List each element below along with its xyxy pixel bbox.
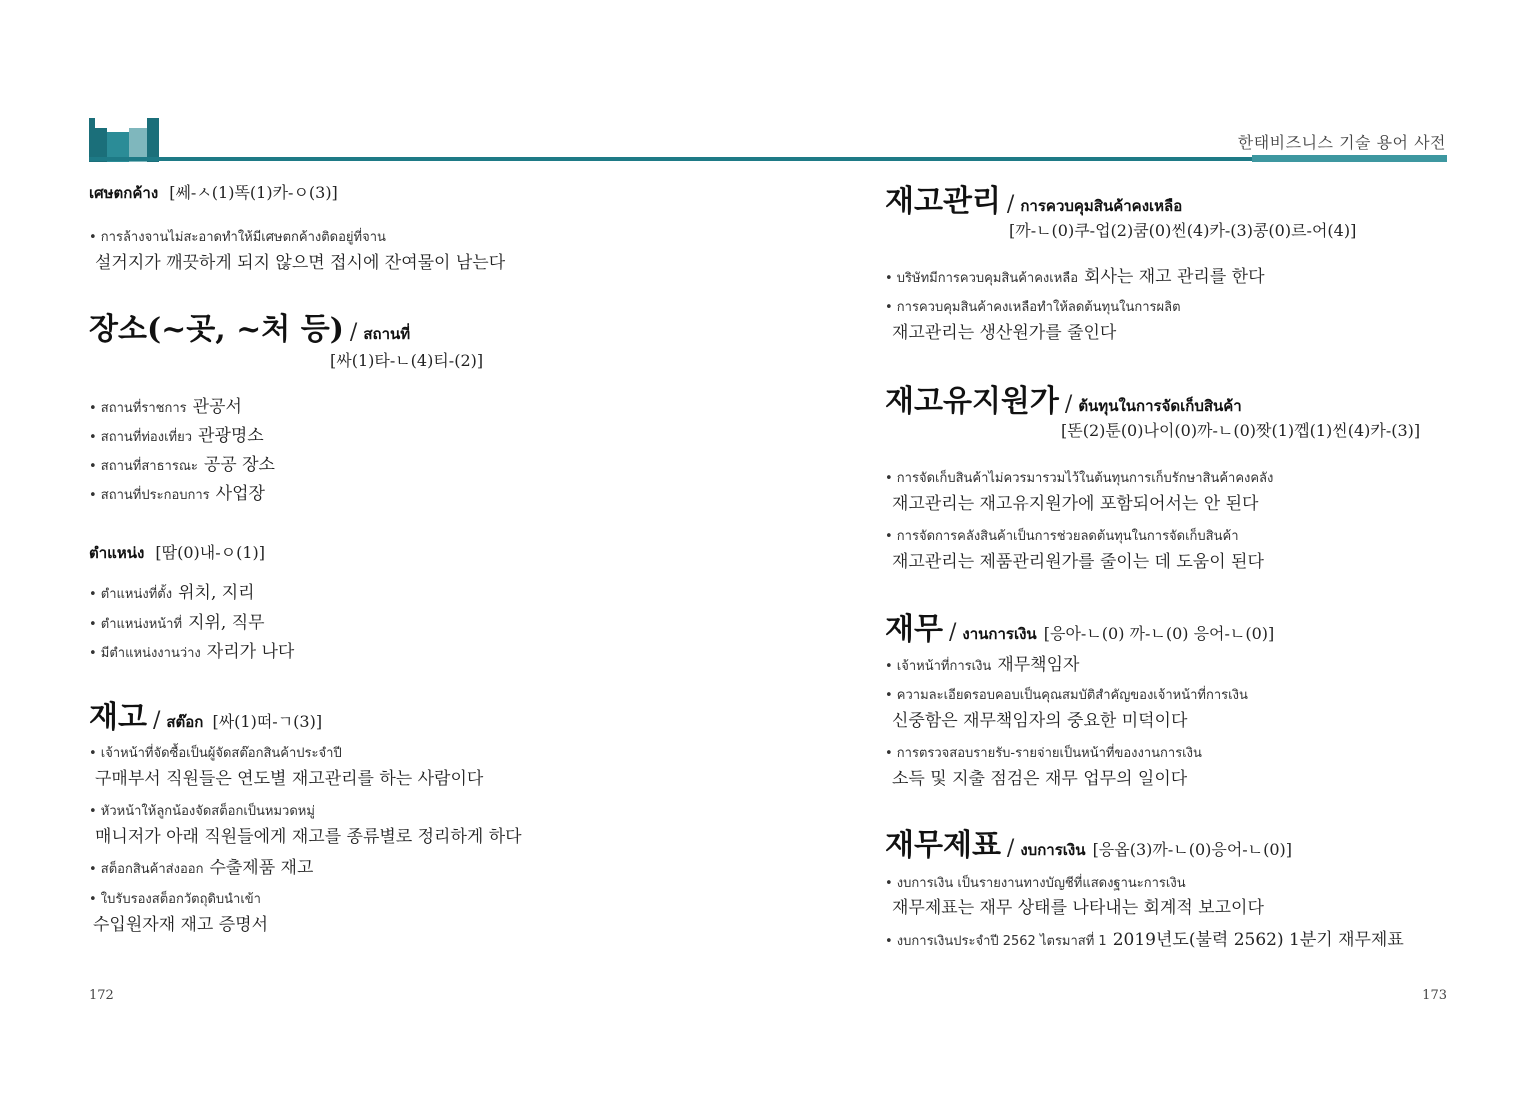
pronunciation: [쎄-ㅅ(1)똑(1)카-ㅇ(3)]	[169, 183, 338, 202]
pronunciation: [응옵(3)까-ㄴ(0)응어-ㄴ(0)]	[1092, 840, 1293, 859]
header-rule-accent	[1252, 155, 1447, 162]
example-bullet: • การควบคุมสินค้าคงเหลือทำให้ลดต้นทุนในการผลิต	[885, 300, 1181, 315]
example-translation: 수입원자재 재고 증명서	[93, 915, 269, 935]
example-bullet: • งบการเงินประจำปี 2562 ไตรมาสที่ 1 2019년도(불력 2562) 1분기 재무제표	[885, 930, 1404, 950]
entry-thai: การควบคุมสินค้าคงเหลือ	[1020, 197, 1183, 215]
entry-term: 재무	[885, 612, 943, 647]
header-decoration	[89, 118, 159, 162]
entry-heading	[89, 540, 265, 565]
example-bullet: • เจ้าหน้าที่จัดซื้อเป็นผู้จัดสต๊อกสินค้าประจำปี	[89, 746, 342, 761]
entry-term: 재고관리	[885, 184, 1001, 219]
entry-heading	[89, 180, 338, 205]
example-translation: 소득 및 지출 점검은 재무 업무의 일이다	[892, 769, 1188, 789]
book-title: 한태비즈니스 기술 용어 사전	[1237, 133, 1446, 152]
entry-thai: ต้นทุนในการจัดเก็บสินค้า	[1078, 397, 1242, 415]
entry-heading: 재무제표 / งบการเงิน [응옵(3)까-ㄴ(0)응어-ㄴ(0)]	[885, 828, 1293, 863]
pronunciation: [땀(0)내-ㅇ(1)]	[155, 543, 265, 562]
entry-term: ตำแหน่ง	[89, 544, 145, 562]
header-rule	[89, 157, 1447, 161]
pronunciation: [똔(2)툰(0)나이(0)까-ㄴ(0)짯(1)껩(1)씬(4)카-(3)]	[1061, 421, 1421, 440]
entry-term: 재무제표	[885, 828, 1001, 863]
example-bullet: • การจัดเก็บสินค้าไม่ควรมารวมไว้ในต้นทุนการเก็บรักษาสินค้าคงคลัง	[885, 471, 1274, 486]
example-translation: 설거지가 깨끗하게 되지 않으면 접시에 잔여물이 남는다	[95, 253, 506, 273]
example-bullet: • การล้างจานไม่สะอาดทำให้มีเศษตกค้างติดอยู่ที่จาน	[89, 230, 386, 245]
entry-heading: 재무 / งานการเงิน [응아-ㄴ(0) 까-ㄴ(0) 응어-ㄴ(0)]	[885, 612, 1275, 647]
example-bullet: • เจ้าหน้าที่การเงิน 재무책임자	[885, 655, 1080, 675]
example-bullet: • ตำแหน่งหน้าที่ 지위, 직무	[89, 613, 265, 633]
pronunciation: [싸(1)떠-ㄱ(3)]	[212, 712, 323, 731]
example-bullet: • ตำแหน่งที่ตั้ง 위치, 지리	[89, 583, 255, 603]
entry-heading: 재고관리 / การควบคุมสินค้าคงเหลือ	[885, 184, 1183, 219]
entry-thai: สถานที่	[363, 325, 411, 343]
example-bullet: • สถานที่ท่องเที่ยว 관광명소	[89, 426, 264, 446]
example-translation: 재무제표는 재무 상태를 나타내는 회계적 보고이다	[892, 898, 1264, 918]
entry-thai: งบการเงิน	[1020, 841, 1086, 859]
entry-term: 재고유지원가	[885, 384, 1059, 419]
entry-thai: งานการเงิน	[962, 625, 1037, 643]
entry-term: 장소(~곳, ~처 등)	[89, 312, 344, 347]
entry-heading: 재고 / สต๊อก [싸(1)떠-ㄱ(3)]	[89, 700, 323, 735]
example-translation: 신중함은 재무책임자의 중요한 미덕이다	[892, 711, 1188, 731]
example-translation: 재고관리는 제품관리원가를 줄이는 데 도움이 된다	[892, 552, 1264, 572]
pronunciation: [응아-ㄴ(0) 까-ㄴ(0) 응어-ㄴ(0)]	[1043, 624, 1275, 643]
entry-heading: 장소(~곳, ~처 등) / สถานที่	[89, 312, 411, 347]
example-translation: 재고관리는 재고유지원가에 포함되어서는 안 된다	[892, 494, 1259, 514]
example-bullet: • ใบรับรองสต็อกวัตถุดิบนำเข้า	[89, 892, 261, 907]
example-bullet: • การตรวจสอบรายรับ-รายจ่ายเป็นหน้าที่ของงานการเงิน	[885, 746, 1202, 761]
entry-term: เศษตกค้าง	[89, 184, 159, 202]
entry-term: 재고	[89, 700, 147, 735]
example-bullet: • การจัดการคลังสินค้าเป็นการช่วยลดต้นทุนในการจัดเก็บสินค้า	[885, 529, 1239, 544]
pronunciation: [까-ㄴ(0)쿠-업(2)쿰(0)씬(4)카-(3)콩(0)르-어(4)]	[1009, 221, 1357, 240]
pronunciation: [싸(1)타-ㄴ(4)티-(2)]	[330, 351, 484, 370]
example-bullet: • สถานที่ประกอบการ 사업장	[89, 484, 265, 504]
example-bullet: • สต็อกสินค้าส่งออก 수출제품 재고	[89, 858, 314, 878]
example-bullet: • สถานที่สาธารณะ 공공 장소	[89, 455, 275, 475]
example-translation: 구매부서 직원들은 연도별 재고관리를 하는 사람이다	[95, 769, 484, 789]
example-bullet: • มีตำแหน่งงานว่าง 자리가 나다	[89, 642, 295, 662]
example-bullet: • หัวหน้าให้ลูกน้องจัดสต็อกเป็นหมวดหมู่	[89, 804, 315, 819]
entry-heading: 재고유지원가 / ต้นทุนในการจัดเก็บสินค้า	[885, 384, 1242, 419]
example-bullet: • ความละเอียดรอบคอบเป็นคุณสมบัติสำคัญของเจ้าหน้าที่การเงิน	[885, 688, 1248, 703]
example-translation: 재고관리는 생산원가를 줄인다	[892, 323, 1117, 343]
entry-thai: สต๊อก	[166, 713, 204, 731]
example-bullet: • บริษัทมีการควบคุมสินค้าคงเหลือ 회사는 재고 관리를 한다	[885, 267, 1265, 287]
example-bullet: • สถานที่ราชการ 관공서	[89, 397, 242, 417]
example-bullet: • งบการเงิน เป็นรายงานทางบัญชีที่แสดงฐานะการเงิน	[885, 876, 1186, 891]
page-number-right: 173	[1422, 988, 1447, 1003]
page-number-left: 172	[89, 988, 114, 1003]
example-translation: 매니저가 아래 직원들에게 재고를 종류별로 정리하게 하다	[95, 827, 522, 847]
